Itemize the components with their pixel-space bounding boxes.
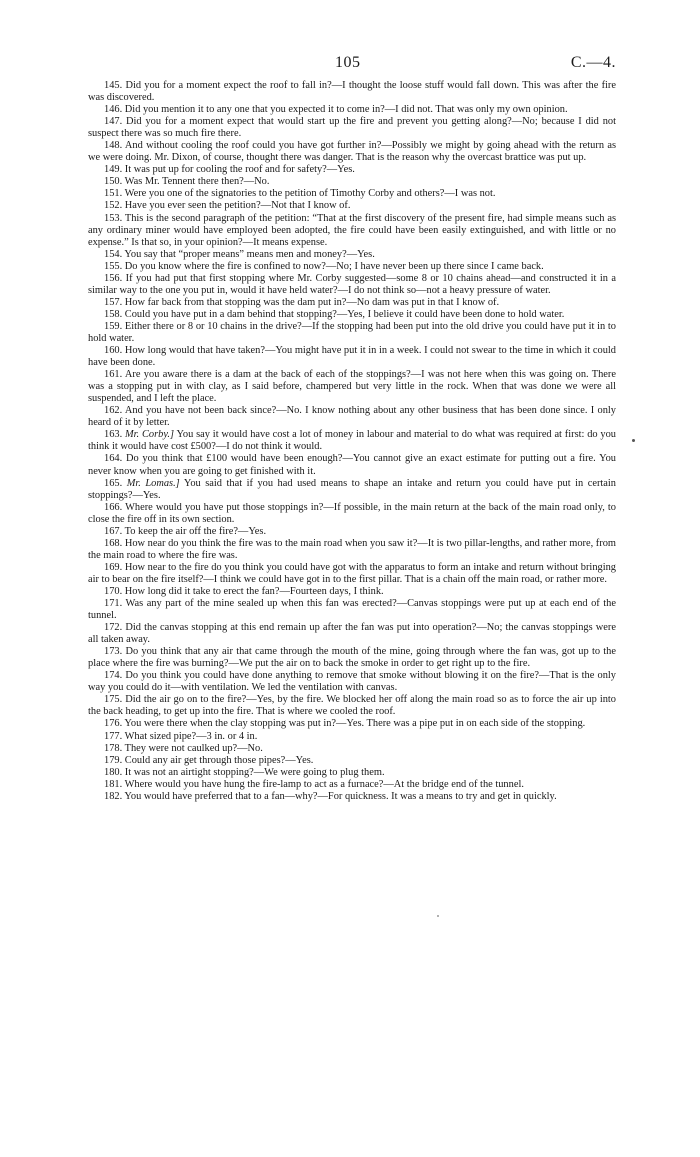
question-number: 182.	[104, 790, 123, 802]
margin-dot	[632, 439, 635, 442]
question-text: Either there or 8 or 10 chains in the drive?—If the stopping had been put into the old drive you could have put it in to hold water.	[88, 320, 616, 344]
question-paragraph	[88, 598, 616, 622]
question-text: Have you ever seen the petition?—Not that I know of.	[124, 200, 351, 212]
question-text: Did the air go on to the fire?—Yes, by the fire. We blocked her off along the main road so as to force the air up into the back heading, to get up into the fire. That is where we cooled the roof.	[88, 694, 616, 718]
question-paragraph	[88, 188, 616, 200]
question-text: Do you think you could have done anything to remove that smoke without blowing it on the fire?—That is the only way you could do it—with ventilation. We led the ventilation with canvas.	[88, 670, 616, 694]
testimony-body	[88, 80, 616, 803]
question-number: 149.	[104, 164, 123, 176]
question-paragraph	[88, 261, 616, 273]
question-paragraph	[88, 309, 616, 321]
question-paragraph	[88, 538, 616, 562]
question-paragraph	[88, 345, 616, 369]
question-text: This is the second paragraph of the petition: “That at the first discovery of the present fire, had simple means such as any ordinary miner would have employed been adopted, the fire could have been easily extinguished, and with little or no expense.” Is that so, in your opinion?—It means expense.	[88, 212, 616, 248]
question-paragraph	[88, 646, 616, 670]
question-text: Were you one of the signatories to the petition of Timothy Corby and others?—I was not.	[124, 188, 496, 200]
question-number: 162.	[104, 405, 123, 417]
question-paragraph	[88, 140, 616, 164]
question-paragraph	[88, 297, 616, 309]
question-paragraph	[88, 731, 616, 743]
question-number: 167.	[104, 525, 123, 537]
question-text: How near to the fire do you think you could have got with the apparatus to form an intake and return without bringing air to bear on the fire itself?—I think we could have got in to the first pillar. That is a chain off the main road, or rather more.	[88, 561, 616, 585]
question-text: Where would you have hung the fire-lamp to act as a furnace?—At the bridge end of the tunnel.	[124, 778, 524, 790]
question-paragraph	[88, 526, 616, 538]
question-paragraph	[88, 249, 616, 261]
question-text: You said that if you had used means to shape an intake and return you could have put in certain stoppings?—Yes.	[88, 477, 616, 501]
question-paragraph	[88, 755, 616, 767]
question-paragraph	[88, 622, 616, 646]
question-text: How near do you think the fire was to the main road when you saw it?—It is two pillar-lengths, and rather more, from the main road to where the fire was.	[88, 537, 616, 561]
question-number: 153.	[104, 212, 123, 224]
question-text: And without cooling the roof could you have got further in?—Possibly we might by going ahead with the return as we were doing. Mr. Dixon, of course, thought there was danger. That is the reason why the overcast brattice was put up.	[88, 140, 616, 164]
question-number: 165.	[104, 477, 123, 489]
question-number: 146.	[104, 104, 123, 116]
question-paragraph	[88, 213, 616, 249]
question-paragraph	[88, 670, 616, 694]
question-text: You were there when the clay stopping was put in?—Yes. There was a pipe put in on each side of the stopping.	[124, 718, 586, 730]
page-number: 105	[335, 54, 361, 71]
question-paragraph	[88, 369, 616, 405]
question-number: 145.	[104, 80, 123, 91]
stray-mark	[437, 915, 439, 917]
question-number: 152.	[104, 200, 123, 212]
question-number: 181.	[104, 778, 123, 790]
question-number: 170.	[104, 585, 123, 597]
question-number: 158.	[104, 308, 123, 320]
question-text: What sized pipe?—3 in. or 4 in.	[124, 730, 258, 742]
question-paragraph	[88, 273, 616, 297]
question-text: How far back from that stopping was the dam put in?—No dam was put in that I know of.	[124, 296, 500, 308]
question-number: 176.	[104, 718, 123, 730]
question-text: How long did it take to erect the fan?—Fourteen days, I think.	[124, 585, 384, 597]
question-text: Could any air get through those pipes?—Yes.	[124, 754, 314, 766]
question-number: 180.	[104, 766, 123, 778]
question-number: 154.	[104, 248, 123, 260]
question-text: Was Mr. Tennent there then?—No.	[124, 176, 270, 188]
question-number: 156.	[104, 272, 123, 284]
question-number: 179.	[104, 754, 123, 766]
question-number: 150.	[104, 176, 123, 188]
question-paragraph	[88, 478, 616, 502]
question-paragraph	[88, 104, 616, 116]
question-paragraph	[88, 453, 616, 477]
question-number: 160.	[104, 345, 123, 357]
question-paragraph	[88, 718, 616, 730]
question-text: If you had put that first stopping where Mr. Corby suggested—some 8 or 10 chains ahead—and constructed it in a similar way to the one you put in, would it have held water?—I do not think so—not a heavy pressure of water.	[88, 272, 616, 296]
question-number: 166.	[104, 501, 123, 513]
question-number: 161.	[104, 369, 123, 381]
question-text: Where would you have put those stoppings in?—If possible, in the main return at the back of the main road only, to close the fire off in its own section.	[88, 501, 616, 525]
question-paragraph	[88, 429, 616, 453]
question-paragraph	[88, 694, 616, 718]
question-text: You would have preferred that to a fan—why?—For quickness. It was a means to try and get in quickly.	[124, 790, 557, 802]
question-text: How long would that have taken?—You might have put it in in a week. I could not swear to the time in which it could have been done.	[88, 345, 616, 369]
question-paragraph	[88, 80, 616, 104]
question-number: 151.	[104, 188, 123, 200]
question-text: Did you for a moment expect the roof to fall in?—I thought the loose stuff would fall down. This was after the fire was discovered.	[88, 80, 616, 104]
question-number: 172.	[104, 622, 123, 634]
question-number: 148.	[104, 140, 123, 152]
question-text: It was put up for cooling the roof and for safety?—Yes.	[124, 164, 355, 176]
question-text: Did the canvas stopping at this end remain up after the fan was put into operation?—No; the canvas stoppings were all taken away.	[88, 622, 616, 646]
question-paragraph	[88, 779, 616, 791]
question-paragraph	[88, 562, 616, 586]
question-number: 163.	[104, 429, 123, 441]
question-text: And you have not been back since?—No. I know nothing about any other business that has been done since. I only heard of it by letter.	[88, 405, 616, 429]
page-header	[0, 54, 700, 78]
question-text: Did you for a moment expect that would start up the fire and prevent you getting along?—No; because I did not suspect there was so much fire there.	[88, 116, 616, 140]
speaker-label: Mr. Corby.]	[125, 429, 175, 441]
question-number: 147.	[104, 116, 123, 128]
question-number: 177.	[104, 730, 123, 742]
question-paragraph	[88, 321, 616, 345]
question-paragraph	[88, 164, 616, 176]
question-paragraph	[88, 586, 616, 598]
question-paragraph	[88, 767, 616, 779]
question-paragraph	[88, 200, 616, 212]
question-text: Are you aware there is a dam at the back of each of the stoppings?—I was not here when this was going on. There was a stopping put in with clay, as I said before, champered but very little in the rock. When that was done we were all suspended, and I left the place.	[88, 369, 616, 405]
question-number: 155.	[104, 260, 123, 272]
question-text: You say that “proper means” means men and money?—Yes.	[124, 248, 375, 260]
question-paragraph	[88, 176, 616, 188]
question-number: 164.	[104, 453, 123, 465]
question-text: To keep the air off the fire?—Yes.	[124, 525, 267, 537]
question-paragraph	[88, 743, 616, 755]
question-number: 178.	[104, 742, 123, 754]
question-text: Did you mention it to any one that you expected it to come in?—I did not. That was only my own opinion.	[124, 104, 568, 116]
question-number: 175.	[104, 694, 123, 706]
speaker-label: Mr. Lomas.]	[126, 477, 180, 489]
question-number: 159.	[104, 320, 123, 332]
question-paragraph	[88, 405, 616, 429]
question-text: Could you have put in a dam behind that stopping?—Yes, I believe it could have been done to hold water.	[124, 308, 565, 320]
question-paragraph	[88, 791, 616, 803]
question-number: 173.	[104, 646, 123, 658]
question-text: Was any part of the mine sealed up when this fan was erected?—Canvas stoppings were put up at each end of the tunnel.	[88, 598, 616, 622]
question-text: Do you think that any air that came through the mouth of the mine, going through where the fan was, got up to the place where the fire was burning?—We put the air on to back the smoke in order to get right up to the fire.	[88, 646, 616, 670]
question-paragraph	[88, 502, 616, 526]
question-text: They were not caulked up?—No.	[124, 742, 263, 754]
document-reference: C.—4.	[570, 54, 616, 71]
question-text: Do you think that £100 would have been enough?—You cannot give an exact estimate for putting out a fire. You never know when you are going to get finished with it.	[88, 453, 616, 477]
question-number: 157.	[104, 296, 123, 308]
question-text: You say it would have cost a lot of money in labour and material to do what was required at first: do you think it would have cost £500?—I do not think it would.	[88, 429, 616, 453]
question-text: It was not an airtight stopping?—We were going to plug them.	[124, 766, 385, 778]
question-number: 169.	[104, 561, 123, 573]
question-number: 174.	[104, 670, 123, 682]
question-number: 168.	[104, 537, 123, 549]
question-paragraph	[88, 116, 616, 140]
question-text: Do you know where the fire is confined to now?—No; I have never been up there since I came back.	[124, 260, 544, 272]
question-number: 171.	[104, 598, 123, 610]
